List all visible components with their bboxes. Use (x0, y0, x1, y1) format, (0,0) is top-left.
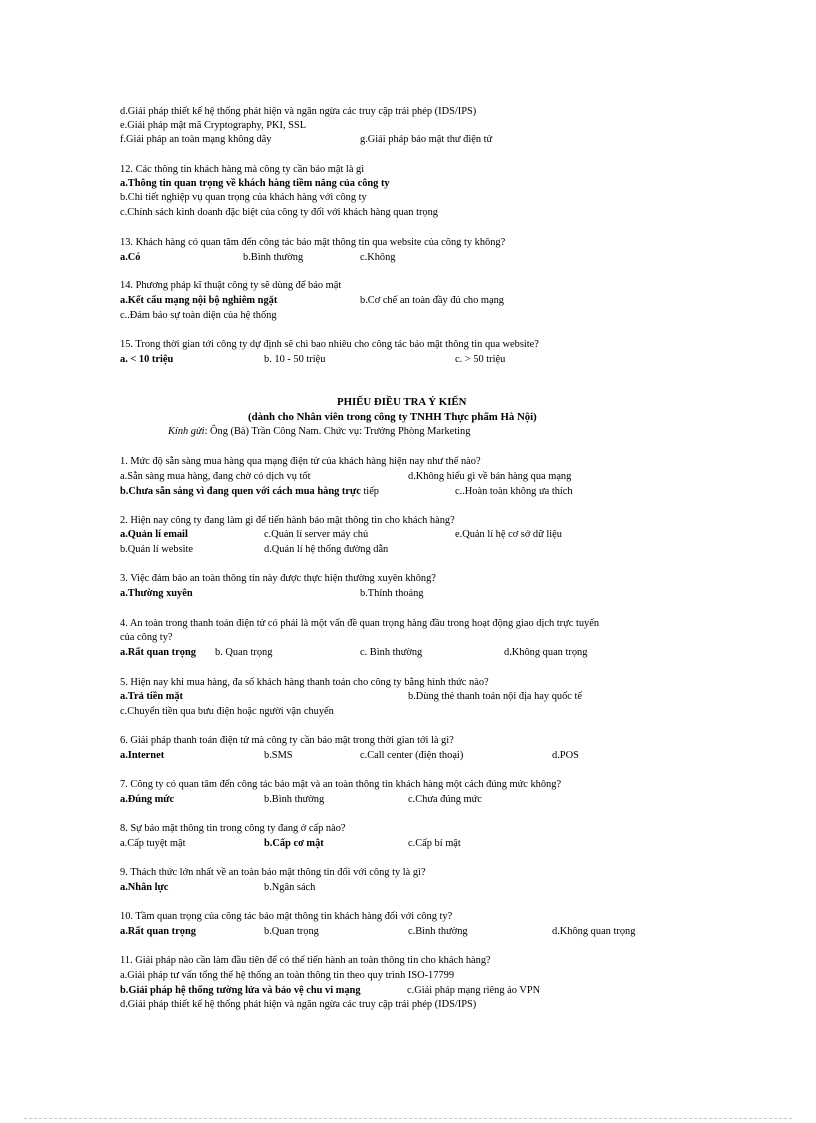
s4-option-d: d.Không quan trọng (504, 647, 588, 658)
q15-option-b: b. 10 - 50 triệu (264, 354, 326, 365)
s1-option-b-line (120, 485, 379, 500)
s10-option-d: d.Không quan trọng (552, 926, 636, 937)
addressee-label: Kính gửi (168, 426, 205, 437)
s5-option-c: c.Chuyển tiền qua bưu điện hoặc người vận chuyển (120, 706, 334, 717)
s2-question: 2. Hiện nay công ty đang làm gì để tiến hành bảo mật thông tin cho khách hàng? (120, 515, 455, 526)
s2-option-a: a.Quản lí email (120, 529, 188, 540)
form-title: PHIẾU ĐIỀU TRA Ý KIẾN (337, 396, 467, 408)
s5-question: 5. Hiện nay khi mua hàng, đa số khách hàng thanh toán cho công ty bằng hình thức nào? (120, 677, 489, 688)
s3-option-b: b.Thỉnh thoảng (360, 588, 424, 599)
s8-option-c: c.Cấp bí mật (408, 838, 461, 849)
s6-option-a: a.Internet (120, 750, 165, 761)
q15-option-c: c. > 50 triệu (455, 354, 506, 365)
s8-option-b: b.Cấp cơ mật (264, 838, 324, 849)
q13-question: 13. Khách hàng có quan tâm đến công tác bảo mật thông tin qua website của công ty không? (120, 237, 506, 248)
s1-option-d: d.Không hiểu gì về bán hàng qua mạng (408, 471, 572, 482)
s11-question: 11. Giải pháp nào cần làm đầu tiên để có thể tiến hành an toàn thông tin cho khách hàng? (120, 955, 491, 966)
s11-option-b: b.Giải pháp hệ thống tường lửa và bảo vệ chu vi mạng (120, 985, 361, 996)
q14-option-a: a.Kết cấu mạng nội bộ nghiêm ngặt (120, 295, 278, 306)
s4-question-cont: của công ty? (120, 632, 173, 643)
s6-question: 6. Giải pháp thanh toán điện tử mà công ty cần bảo mật trong thời gian tới là gì? (120, 735, 454, 746)
q12-option-a: a.Thông tin quan trọng về khách hàng tiềm năng của công ty (120, 178, 390, 189)
s5-option-a: a.Trả tiền mặt (120, 691, 184, 702)
s1-option-b: b.Chưa sẵn sàng vì đang quen với cách mua hàng trực (120, 486, 361, 497)
s6-option-b: b.SMS (264, 750, 293, 761)
s4-option-c: c. Bình thường (360, 647, 423, 658)
q13-option-b: b.Bình thường (243, 252, 304, 263)
q15-option-a: a. < 10 triệu (120, 354, 174, 365)
q13-option-c: c.Không (360, 252, 396, 263)
q14-option-b: b.Cơ chế an toàn đầy đủ cho mạng (360, 295, 504, 306)
s3-question: 3. Việc đảm bảo an toàn thông tin này được thực hiện thường xuyên không? (120, 573, 436, 584)
form-addressee (168, 425, 470, 440)
top-option-f: f.Giải pháp an toàn mạng không dây (120, 134, 272, 145)
s8-option-a: a.Cấp tuyệt mật (120, 838, 186, 849)
q12-question: 12. Các thông tin khách hàng mà công ty cần bảo mật là gì (120, 164, 365, 175)
s7-option-c: c.Chưa đúng mức (408, 794, 482, 805)
s7-option-a: a.Đúng mức (120, 794, 175, 805)
q14-question: 14. Phương pháp kĩ thuật công ty sẽ dùng để bảo mật (120, 280, 342, 291)
s9-option-b: b.Ngân sách (264, 882, 316, 893)
s3-option-a: a.Thường xuyên (120, 588, 193, 599)
s10-option-c: c.Bình thường (408, 926, 468, 937)
page-bottom-divider (24, 1118, 792, 1119)
s6-option-c: c.Call center (điện thoại) (360, 750, 464, 761)
s1-option-b-tail: tiếp (363, 486, 380, 497)
s8-question: 8. Sự bảo mật thông tin trong công ty đang ở cấp nào? (120, 823, 346, 834)
s11-option-a: a.Giải pháp tư vấn tổng thể hệ thống an toàn thông tin theo quy trình ISO-17799 (120, 970, 455, 981)
top-option-e: e.Giải pháp mật mã Cryptography, PKI, SSL (120, 120, 307, 131)
s11-option-d: d.Giải pháp thiết kế hệ thống phát hiện và ngăn ngừa các truy cập trái phép (IDS/IPS) (120, 999, 477, 1010)
q12-option-b: b.Chi tiết nghiệp vụ quan trọng của khách hàng với công ty (120, 192, 367, 203)
s1-question: 1. Mức độ sẵn sàng mua hàng qua mạng điện tử của khách hàng hiện nay như thế nào? (120, 456, 481, 467)
s4-option-a: a.Rất quan trọng (120, 647, 196, 658)
q12-option-c: c.Chính sách kinh doanh đặc biệt của công ty đối với khách hàng quan trọng (120, 207, 438, 218)
s10-question: 10. Tầm quan trọng của công tác bảo mật thông tin khách hàng đối với công ty? (120, 911, 453, 922)
s2-option-d: d.Quản lí hệ thống đường dẫn (264, 544, 389, 555)
s9-question: 9. Thách thức lớn nhất về an toàn bảo mật thông tin đối với công ty là gì? (120, 867, 426, 878)
q14-option-c: c..Đảm bảo sự toàn diện của hệ thống (120, 310, 277, 321)
s2-option-e: e.Quản lí hệ cơ sở dữ liệu (455, 529, 562, 540)
s6-option-d: d.POS (552, 750, 579, 761)
addressee-text: : Ông (Bà) Trần Công Nam. Chức vụ: Trưởng Phòng Marketing (204, 426, 471, 437)
s2-option-b: b.Quản lí website (120, 544, 194, 555)
s4-option-b: b. Quan trọng (215, 647, 273, 658)
top-option-d: d.Giải pháp thiết kế hệ thống phát hiện và ngăn ngừa các truy cập trái phép (IDS/IPS) (120, 106, 477, 117)
top-option-g: g.Giải pháp bảo mật thư điện tử (360, 134, 493, 145)
q13-option-a: a.Có (120, 252, 141, 263)
s7-question: 7. Công ty có quan tâm đến công tác bảo mật và an toàn thông tin khách hàng một cách đúng mức không? (120, 779, 562, 790)
s7-option-b: b.Bình thường (264, 794, 325, 805)
s4-question: 4. An toàn trong thanh toán điện tử có phải là một vấn đề quan trọng hàng đầu trong hoạt động giao dịch trực tuyến (120, 618, 600, 629)
q15-question: 15. Trong thời gian tới công ty dự định sẽ chi bao nhiêu cho công tác bảo mật thông tin qua website? (120, 339, 539, 350)
s9-option-a: a.Nhân lực (120, 882, 169, 893)
s10-option-b: b.Quan trọng (264, 926, 319, 937)
s11-option-c: c.Giải pháp mạng riêng ảo VPN (407, 985, 541, 996)
form-subtitle: (dành cho Nhân viên trong công ty TNHH Thực phẩm Hà Nội) (248, 411, 537, 423)
s1-option-a: a.Sẵn sàng mua hàng, đang chờ có dịch vụ tốt (120, 471, 311, 482)
s1-option-c: c..Hoàn toàn không ưa thích (455, 486, 573, 497)
s5-option-b: b.Dùng thẻ thanh toán nội địa hay quốc tế (408, 691, 583, 702)
s2-option-c: c.Quản lí server máy chủ (264, 529, 369, 540)
s10-option-a: a.Rất quan trọng (120, 926, 196, 937)
